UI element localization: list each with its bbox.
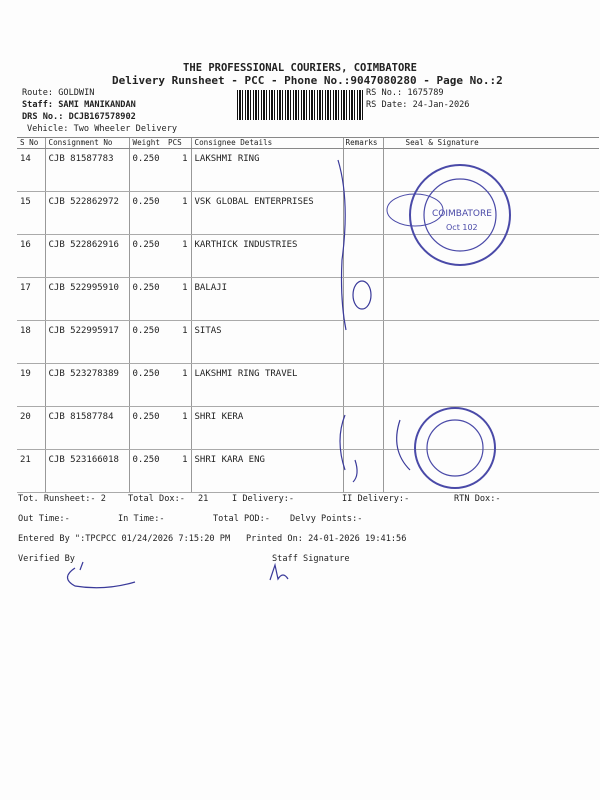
remarks-line [338,160,346,330]
staff: Staff: SAMI MANIKANDAN [22,100,136,110]
consignee-cell: LAKSHMI RING [191,149,343,192]
consignment-cell: CJB 522862972 [45,192,129,235]
staff-signature: Staff Signature [272,554,350,564]
consignee-cell: BALAJI [191,278,343,321]
weight-cell: 0.250 [129,149,165,192]
col-remarks: Remarks [343,138,383,149]
consignment-cell: CJB 522862916 [45,235,129,278]
sno-cell: 14 [17,149,45,192]
weight-cell: 0.250 [129,364,165,407]
sno-cell: 16 [17,235,45,278]
delvy-points: Delvy Points:- [290,514,363,524]
verified-signature [68,562,136,588]
svg-text:Oct 102: Oct 102 [446,223,478,232]
seal-stamp-icon [387,165,510,265]
col-pcs: PCS [165,138,191,149]
pcs-cell: 1 [165,149,191,192]
consignment-cell: CJB 523278389 [45,364,129,407]
weight-cell: 0.250 [129,407,165,450]
drs-no: DRS No.: DCJB167578902 [22,112,136,122]
out-time: Out Time:- [18,514,70,524]
pcs-cell: 1 [165,192,191,235]
weight-cell: 0.250 [129,321,165,364]
total-dox: Total Dox:- [128,494,185,504]
entered-by: Entered By ":TPCPCC 01/24/2026 7:15:20 PM [18,534,231,544]
consignment-cell: CJB 523166018 [45,450,129,493]
company-title: THE PROFESSIONAL COURIERS, COIMBATORE [183,62,417,74]
sno-cell: 18 [17,321,45,364]
consignee-cell: SHRI KARA ENG [191,450,343,493]
staff-signature-mark [270,565,288,580]
weight-cell: 0.250 [129,235,165,278]
pcs-cell: 1 [165,235,191,278]
total-dox-value: 21 [198,494,209,504]
sno-cell: 15 [17,192,45,235]
consignment-cell: CJB 522995917 [45,321,129,364]
total-pod: Total POD:- [213,514,270,524]
printed-on: Printed On: 24-01-2026 19:41:56 [246,534,407,544]
i-delivery: I Delivery:- [232,494,295,504]
pcs-cell: 1 [165,364,191,407]
svg-text:COIMBATORE: COIMBATORE [432,209,492,219]
rs-no: RS No.: 1675789 [366,88,444,98]
consignment-cell: CJB 81587784 [45,407,129,450]
pcs-cell: 1 [165,278,191,321]
weight-cell: 0.250 [129,192,165,235]
consignee-cell: KARTHICK INDUSTRIES [191,235,343,278]
remarks-mark [353,281,371,309]
vehicle: Vehicle: Two Wheeler Delivery [27,124,178,134]
tot-runsheet: Tot. Runsheet:- 2 [18,494,106,504]
col-weight: Weight [129,138,165,149]
runsheet-subtitle: Delivery Runsheet - PCC - Phone No.:9047080280 - Page No.:2 [112,74,503,87]
col-consignment: Consignment No [45,138,129,149]
col-sno: S No [17,138,45,149]
weight-cell: 0.250 [129,278,165,321]
pcs-cell: 1 [165,450,191,493]
sno-cell: 21 [17,450,45,493]
sno-cell: 20 [17,407,45,450]
pcs-cell: 1 [165,321,191,364]
ii-delivery: II Delivery:- [342,494,410,504]
col-seal: Seal & Signature [383,138,599,149]
consignee-cell: LAKSHMI RING TRAVEL [191,364,343,407]
verified-by: Verified By [18,554,75,564]
in-time: In Time:- [118,514,165,524]
consignee-cell: SHRI KERA [191,407,343,450]
route: Route: GOLDWIN [22,88,95,98]
consignee-cell: SITAS [191,321,343,364]
rtn-dox: RTN Dox:- [454,494,501,504]
pcs-cell: 1 [165,407,191,450]
rs-date: RS Date: 24-Jan-2026 [366,100,470,110]
consignment-cell: CJB 522995910 [45,278,129,321]
weight-cell: 0.250 [129,450,165,493]
col-consignee: Consignee Details [191,138,343,149]
seal-stamp-icon-2 [415,408,495,488]
sno-cell: 19 [17,364,45,407]
consignment-cell: CJB 81587783 [45,149,129,192]
consignee-cell: VSK GLOBAL ENTERPRISES [191,192,343,235]
sno-cell: 17 [17,278,45,321]
